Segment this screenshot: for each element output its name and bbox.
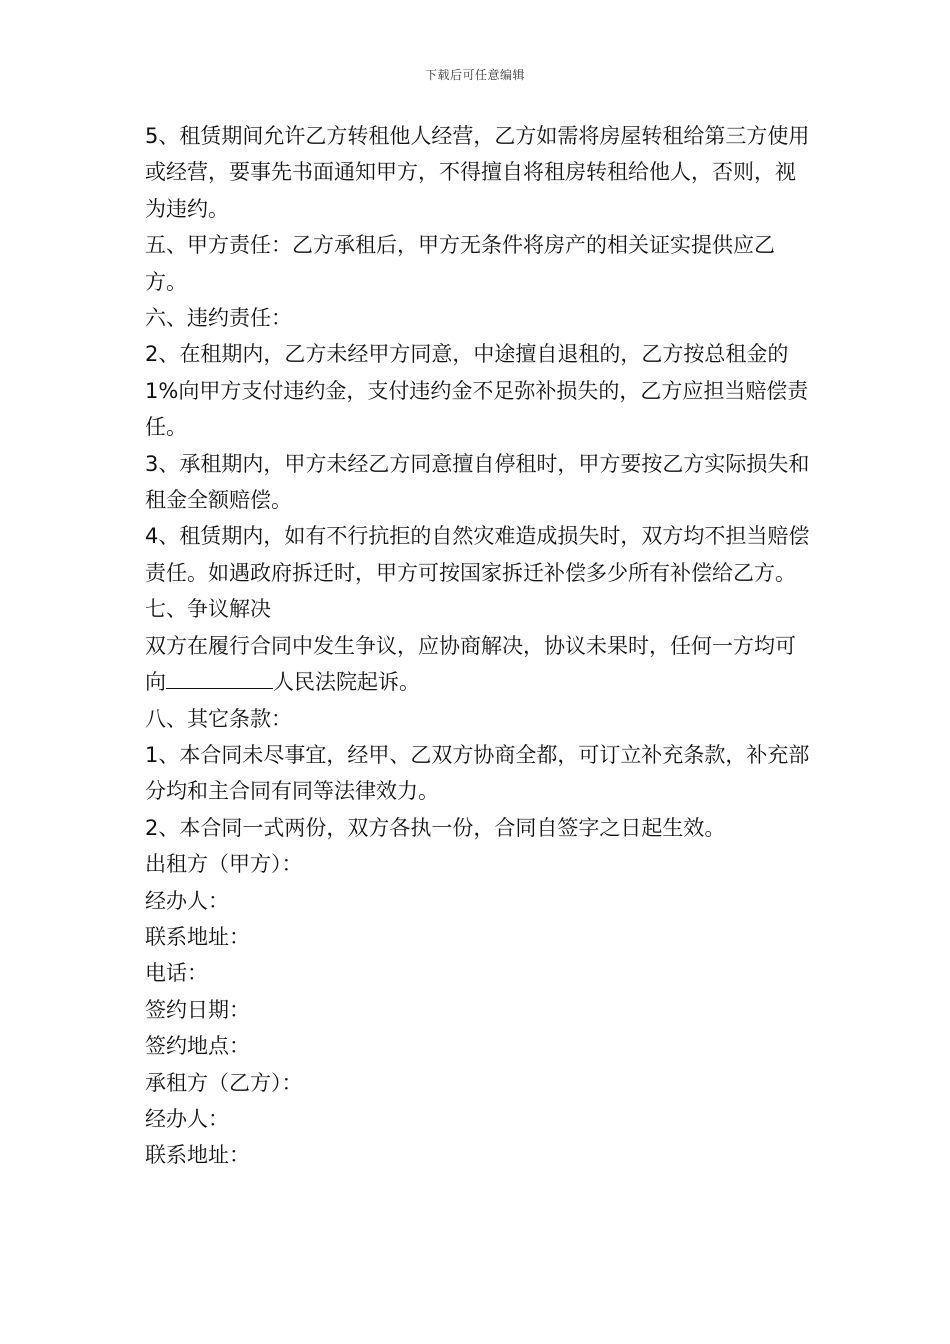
clause-force-majeure: 4、租赁期内，如有不行抗拒的自然灾难造成损失时，双方均不担当赔偿责任。如遇政府拆迁时，甲方可按国家拆迁补偿多少所有补偿给乙方。 <box>145 524 810 585</box>
section-dispute-heading: 七、争议解决 <box>145 597 271 622</box>
phone-label: 电话： <box>145 961 208 986</box>
clause-dispute <box>145 628 810 701</box>
lessee-address-label: 联系地址： <box>145 1143 250 1168</box>
section-other-terms-heading: 八、其它条款： <box>145 706 292 731</box>
court-blank-line <box>166 666 273 689</box>
lessee-agent-label: 经办人： <box>145 1106 229 1131</box>
sign-place-label: 签约地点： <box>145 1034 250 1059</box>
clause-early-termination: 2、在租期内，乙方未经甲方同意，中途擅自退租的，乙方按总租金的 1%向甲方支付违约金，支付违约金不足弥补损失的，乙方应担当赔偿责任。 <box>145 342 809 440</box>
lessee-label: 承租方（乙方）： <box>145 1070 303 1095</box>
sign-date-label: 签约日期： <box>145 997 250 1022</box>
lessor-address-label: 联系地址： <box>145 924 250 949</box>
page-header-note: 下载后可任意编辑 <box>424 68 525 82</box>
dispute-text-after: 人民法院起诉。 <box>273 670 420 695</box>
section-lessor-responsibility: 五、甲方责任：乙方承租后，甲方无条件将房产的相关证实提供应乙方。 <box>145 233 775 294</box>
lessor-agent-label: 经办人： <box>145 888 229 913</box>
clause-supplementary: 1、本合同未尽事宜，经甲、乙双方协商全都，可订立补充条款，补充部分均和主合同有同等法律效力。 <box>145 742 810 804</box>
clause-sublet: 5、租赁期间允许乙方转租他人经营，乙方如需将房屋转租给第三方使用或经营，要事先书面通知甲方，不得擅自将租房转租给他人，否则，视为违约。 <box>145 124 810 221</box>
dispute-text-before: 双方在履行合同中发生争议，应协商解决，协议未果时，任何一方均可向 <box>145 633 796 695</box>
clause-lessor-stop: 3、承租期内，甲方未经乙方同意擅自停租时，甲方要按乙方实际损失和租金全额赔偿。 <box>145 451 810 513</box>
section-breach-heading: 六、违约责任： <box>145 306 292 331</box>
document-body <box>145 118 810 1174</box>
clause-copies: 2、本合同一式两份，双方各执一份，合同自签字之日起生效。 <box>145 815 726 840</box>
lessor-label: 出租方（甲方）： <box>145 852 303 877</box>
